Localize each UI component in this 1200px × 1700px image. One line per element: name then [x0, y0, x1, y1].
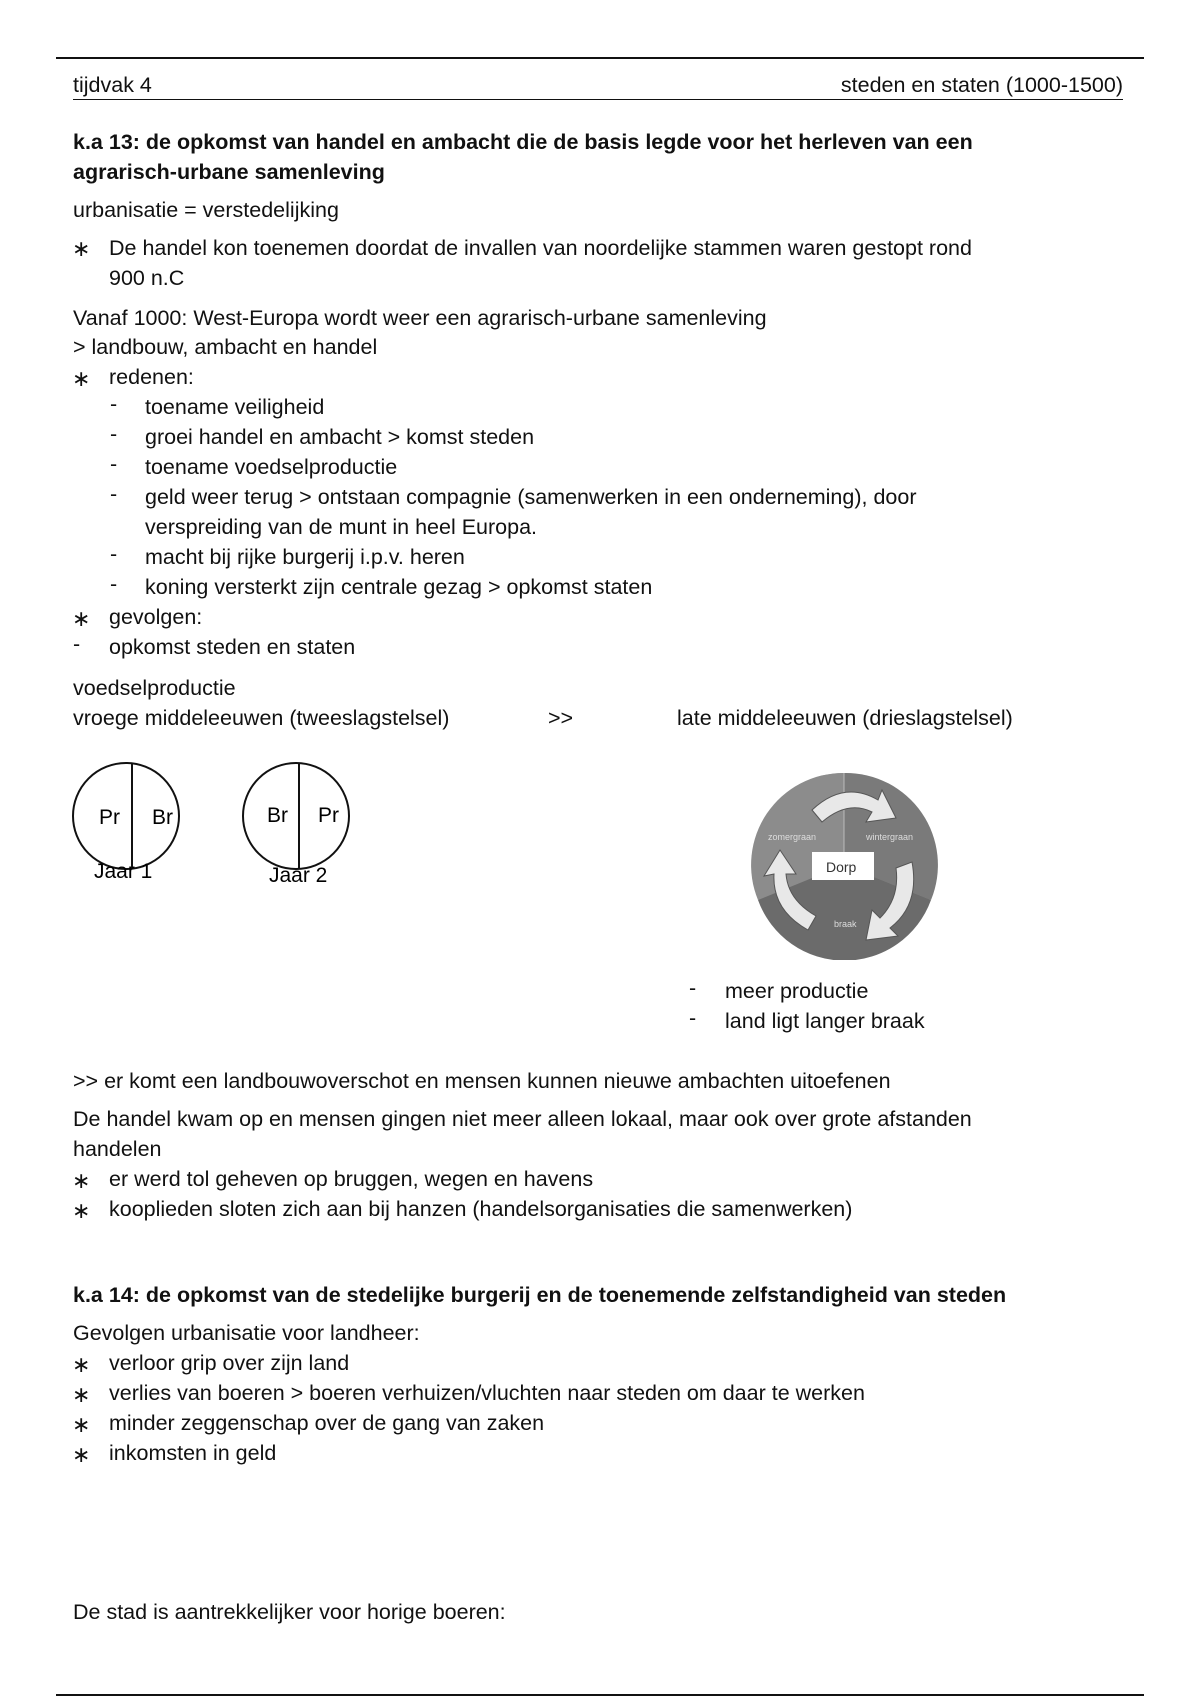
dash: -: [73, 632, 81, 656]
arrow-label: >>: [548, 706, 574, 730]
header-left: tijdvak 4: [73, 73, 152, 97]
ka14-bullet: verloor grip over zijn land: [109, 1351, 350, 1375]
ka14-gevolgen-title: Gevolgen urbanisatie voor landheer:: [73, 1321, 420, 1345]
jaar2-left: Br: [267, 804, 288, 827]
wheel-seg2: wintergraan: [866, 832, 914, 842]
dash: -: [689, 976, 697, 1000]
dash: -: [689, 1006, 697, 1030]
bullet-star: ∗: [72, 1352, 91, 1377]
dash: -: [110, 572, 118, 596]
header-right: steden en staten (1000-1500): [840, 73, 1123, 97]
page-header: [73, 73, 1123, 100]
redenen-label: redenen:: [109, 365, 194, 389]
reden-item: geld weer terug > ontstaan compagnie (samenwerken in een onderneming), door: [145, 485, 917, 509]
reden-item: toename veiligheid: [145, 395, 325, 419]
bullet-star: ∗: [72, 1412, 91, 1437]
dash: -: [110, 542, 118, 566]
stad-text: De stad is aantrekkelijker voor horige boeren:: [73, 1600, 506, 1624]
top-rule: [56, 57, 1144, 59]
dash: -: [110, 392, 118, 416]
wheel-seg3: braak: [834, 919, 857, 929]
dash: -: [110, 422, 118, 446]
reden-item-cont: verspreiding van de munt in heel Europa.: [145, 515, 538, 539]
reden-item: koning versterkt zijn centrale gezag > opkomst staten: [145, 575, 653, 599]
result-item: meer productie: [725, 979, 869, 1003]
jaar2-caption: Jaar 2: [269, 864, 328, 887]
vroege-label: vroege middeleeuwen (tweeslagstelsel): [73, 706, 450, 730]
landbouw-text: > landbouw, ambacht en handel: [73, 335, 378, 359]
gevolgen-item: opkomst steden en staten: [109, 635, 356, 659]
drieslag-wheel: [750, 770, 950, 960]
bottom-rule: [56, 1694, 1144, 1696]
vanaf-text: Vanaf 1000: West-Europa wordt weer een agrarisch-urbane samenleving: [73, 306, 767, 330]
handel-line1: De handel kwam op en mensen gingen niet meer alleen lokaal, maar ook over grote afstanden: [73, 1107, 972, 1131]
handel-line2: handelen: [73, 1137, 162, 1161]
jaar1-right: Br: [152, 806, 173, 829]
wheel-center: Dorp: [826, 859, 857, 875]
ka13-title-line2: agrarisch-urbane samenleving: [73, 160, 385, 184]
jaar2-right: Pr: [318, 804, 339, 827]
bullet-star: ∗: [72, 1168, 91, 1193]
dash: -: [110, 452, 118, 476]
wheel-seg1: zomergraan: [768, 832, 817, 842]
bullet-star: ∗: [72, 606, 91, 631]
ka14-bullet: minder zeggenschap over de gang van zaken: [109, 1411, 545, 1435]
bullet-star: ∗: [72, 1382, 91, 1407]
bullet-star: ∗: [72, 236, 91, 261]
definition: urbanisatie = verstedelijking: [73, 198, 339, 222]
ka14-bullet: inkomsten in geld: [109, 1441, 277, 1465]
ka14-title: k.a 14: de opkomst van de stedelijke burgerij en de toenemende zelfstandigheid van steden: [73, 1283, 1007, 1307]
jaar1-left: Pr: [99, 806, 120, 829]
overschot-text: >> er komt een landbouwoverschot en mensen kunnen nieuwe ambachten uitoefenen: [73, 1069, 891, 1093]
ka14-bullet: verlies van boeren > boeren verhuizen/vluchten naar steden om daar te werken: [109, 1381, 865, 1405]
late-label: late middeleeuwen (drieslagstelsel): [677, 706, 1013, 730]
reden-item: toename voedselproductie: [145, 455, 398, 479]
handel-bullet: er werd tol geheven op bruggen, wegen en havens: [109, 1167, 594, 1191]
bullet-text: De handel kon toenemen doordat de invallen van noordelijke stammen waren gestopt rond: [109, 236, 972, 260]
ka13-title-line1: k.a 13: de opkomst van handel en ambacht die de basis legde voor het herleven van een: [73, 130, 973, 154]
gevolgen-label: gevolgen:: [109, 605, 203, 629]
handel-bullet: kooplieden sloten zich aan bij hanzen (handelsorganisaties die samenwerken): [109, 1197, 853, 1221]
reden-item: macht bij rijke burgerij i.p.v. heren: [145, 545, 465, 569]
dash: -: [110, 482, 118, 506]
voedsel-title: voedselproductie: [73, 676, 236, 700]
bullet-star: ∗: [72, 1442, 91, 1467]
bullet-text: 900 n.C: [109, 266, 185, 290]
bullet-star: ∗: [72, 1198, 91, 1223]
result-item: land ligt langer braak: [725, 1009, 925, 1033]
bullet-star: ∗: [72, 366, 91, 391]
reden-item: groei handel en ambacht > komst steden: [145, 425, 535, 449]
jaar1-caption: Jaar 1: [94, 860, 153, 883]
tweeslag-diagram: [70, 760, 370, 900]
